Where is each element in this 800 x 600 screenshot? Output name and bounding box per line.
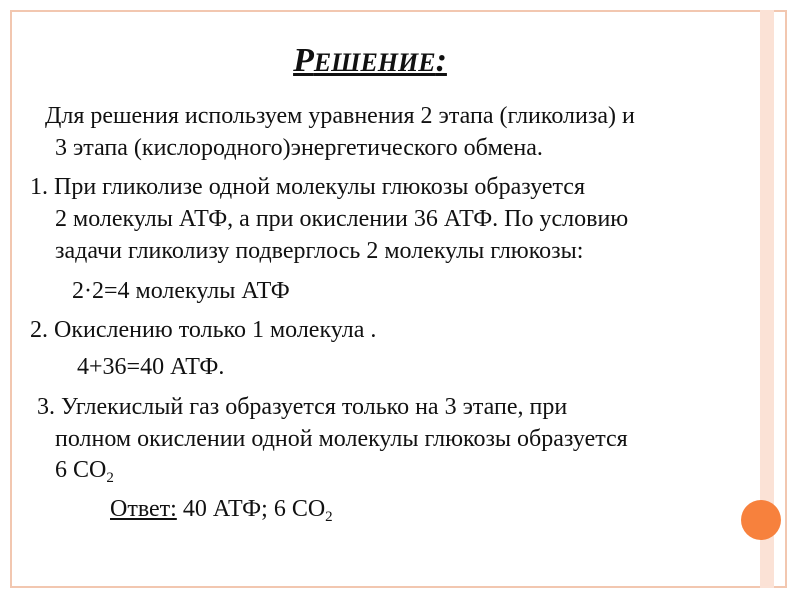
step1-line-3: задачи гликолизу подверглось 2 молекулы глюкозы: [55,238,584,264]
step3-line-2: полном окислении одной молекулы глюкозы образуется [55,426,628,452]
co2-subscript: 2 [106,470,114,486]
co2-text: 6 СО [55,457,107,483]
slide-title [0,42,740,80]
intro-line-1: Для решения используем уравнения 2 этапа (гликолиза) и [45,103,635,129]
calc1-line: 2·2=4 молекулы АТФ [72,278,290,304]
step3-line-1: 3. Углекислый газ образуется только на 3 этапе, при [37,394,568,420]
title-first-letter: Р [293,42,314,79]
answer-line [110,494,333,525]
calc2-line: 4+36=40 АТФ. [77,354,225,380]
intro-line-2: 3 этапа (кислородного)энергетического обмена. [55,135,543,161]
title-colon: : [435,42,447,79]
step1-line-2: 2 молекулы АТФ, а при окислении 36 АТФ. По условию [55,206,629,232]
co2-line [55,455,114,486]
answer-value: 40 АТФ; 6 СО [176,496,326,522]
answer-label: Ответ: [110,496,177,522]
step2-line: 2. Окислению только 1 молекула . [30,317,377,343]
answer-subscript: 2 [325,509,333,525]
accent-dot [741,500,781,540]
title-rest: ЕШЕНИЕ [313,48,436,77]
step1-line-1: 1. При гликолизе одной молекулы глюкозы образуется [30,174,585,200]
